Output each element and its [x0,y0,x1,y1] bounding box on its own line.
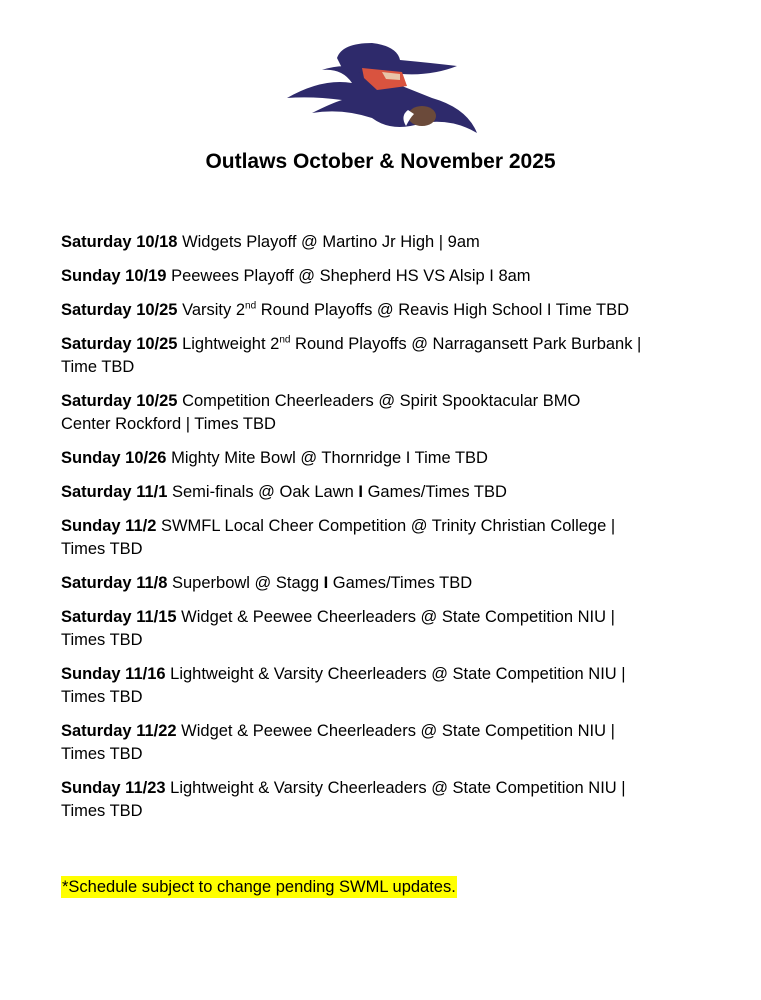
entry-text: Games/Times TBD [328,574,473,592]
schedule-list [61,231,721,834]
schedule-entry [61,663,721,709]
entry-text: Lightweight & Varsity Cheerleaders @ State Competition NIU | [165,665,626,683]
entry-line [61,606,721,629]
schedule-entry [61,515,721,561]
schedule-entry [61,447,721,470]
entry-text: Widget & Peewee Cheerleaders @ State Competition NIU | [176,722,615,740]
entry-date: Sunday 10/19 [61,267,167,285]
entry-date: Saturday 11/15 [61,608,177,626]
entry-date: Saturday 10/25 [61,335,178,353]
schedule-entry [61,390,721,436]
entry-date: Sunday 11/23 [61,779,166,797]
entry-date: Sunday 11/16 [61,665,166,683]
entry-date: Saturday 10/25 [61,392,178,410]
entry-line [61,390,721,413]
entry-text: Widget & Peewee Cheerleaders @ State Competition NIU | [176,608,615,626]
entry-line [61,481,721,504]
entry-text: Superbowl @ Stagg [167,574,324,592]
entry-text: Semi-finals @ Oak Lawn [167,483,359,501]
schedule-note: *Schedule subject to change pending SWML updates. [62,878,456,896]
schedule-entry [61,231,721,254]
entry-text: SWMFL Local Cheer Competition @ Trinity Christian College | [156,517,616,535]
ordinal-suffix: nd [279,334,291,346]
entry-date: Sunday 10/26 [61,449,167,467]
entry-line [61,777,721,800]
entry-line [61,447,721,470]
entry-line [61,333,721,356]
entry-text-continued: Times TBD [61,802,143,820]
entry-date: Saturday 10/25 [61,301,178,319]
entry-text: Lightweight & Varsity Cheerleaders @ State Competition NIU | [165,779,626,797]
entry-text: Peewees Playoff @ Shepherd HS VS Alsip I 8am [166,267,531,285]
outlaws-logo [282,38,482,138]
entry-text: Widgets Playoff @ Martino Jr High | 9am [177,233,480,251]
entry-text: Round Playoffs @ Reavis High School I Time TBD [256,301,630,319]
entry-text: Varsity 2 [177,301,246,319]
entry-text: I [358,483,363,501]
entry-line [61,663,721,686]
entry-text: Competition Cheerleaders @ Spirit Spooktacular BMO [177,392,581,410]
entry-line [61,265,721,288]
entry-date: Saturday 10/18 [61,233,178,251]
entry-line [61,231,721,254]
schedule-entry [61,720,721,766]
entry-text-continued: Times TBD [61,540,143,558]
schedule-entry [61,333,721,379]
entry-text-continued: Center Rockford | Times TBD [61,415,276,433]
entry-date: Sunday 11/2 [61,517,157,535]
entry-text: Games/Times TBD [362,483,507,501]
entry-text-continued: Times TBD [61,745,143,763]
entry-line [61,720,721,743]
ordinal-suffix: nd [245,300,257,312]
schedule-entry [61,777,721,823]
entry-text: Mighty Mite Bowl @ Thornridge I Time TBD [166,449,488,467]
entry-text-continued: Times TBD [61,688,143,706]
entry-text-continued: Time TBD [61,358,135,376]
entry-date: Saturday 11/1 [61,483,168,501]
entry-line [61,299,721,322]
schedule-entry [61,572,721,595]
entry-date: Saturday 11/8 [61,574,168,592]
entry-text: Lightweight 2 [177,335,280,353]
entry-text: Round Playoffs @ Narragansett Park Burbank | [290,335,642,353]
entry-text: I [323,574,329,592]
entry-line [61,515,721,538]
entry-text-continued: Times TBD [61,631,143,649]
entry-line [61,572,721,595]
page-title: Outlaws October & November 2025 [205,150,556,173]
schedule-entry [61,606,721,652]
schedule-entry [61,481,721,504]
schedule-entry [61,299,721,322]
entry-date: Saturday 11/22 [61,722,177,740]
schedule-entry [61,265,721,288]
